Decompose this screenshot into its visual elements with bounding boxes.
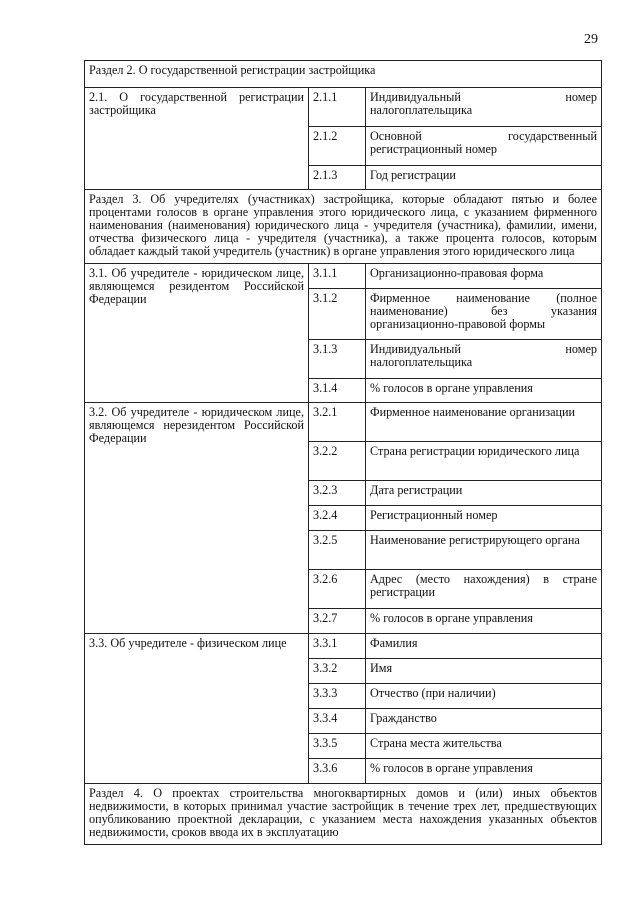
group-3-1-label: 3.1. Об учредителе - юридическом лице, являющемся резидентом Российской Федерации [85, 264, 309, 403]
section-header-row [85, 784, 602, 845]
field-code: 2.1.3 [309, 166, 366, 190]
group-3-2-label: 3.2. Об учредителе - юридическом лице, являющемся нерезидентом Российской Федерации [85, 403, 309, 634]
field-code: 3.2.1 [309, 403, 366, 442]
field-code: 3.3.4 [309, 709, 366, 734]
section-4-title: Раздел 4. О проектах строительства многоквартирных домов и (или) иных объектов недвижимости, в которых принимал участие застройщик в течение трех лет, предшествующих опубликованию проектной декларации, с указанием места нахождения указанных объектов недвижимости, сроков ввода их в эксплуатацию [85, 784, 602, 845]
field-code: 3.2.3 [309, 481, 366, 506]
field-label: Фирменное наименование (полное наименование) без указания организационно-правовой формы [366, 289, 602, 340]
field-label: Адрес (место нахождения) в стране регистрации [366, 570, 602, 609]
field-code: 3.1.3 [309, 340, 366, 379]
field-label: Наименование регистрирующего органа [366, 531, 602, 570]
field-label: Индивидуальный номер налогоплательщика [366, 340, 602, 379]
table-row [85, 403, 602, 442]
field-label: Индивидуальный номер налогоплательщика [366, 88, 602, 127]
field-code: 3.2.4 [309, 506, 366, 531]
group-3-3-label: 3.3. Об учредителе - физическом лице [85, 634, 309, 784]
field-code: 3.3.6 [309, 759, 366, 784]
field-code: 3.3.3 [309, 684, 366, 709]
table-row [85, 264, 602, 289]
field-code: 2.1.1 [309, 88, 366, 127]
field-code: 3.2.2 [309, 442, 366, 481]
page-number: 29 [584, 32, 598, 47]
field-code: 2.1.2 [309, 127, 366, 166]
field-code: 3.1.2 [309, 289, 366, 340]
group-2-1-label: 2.1. О государственной регистрации застройщика [85, 88, 309, 190]
field-label: % голосов в органе управления [366, 609, 602, 634]
field-label: Страна места жительства [366, 734, 602, 759]
field-code: 3.1.1 [309, 264, 366, 289]
section-header-row [85, 190, 602, 264]
field-label: Регистрационный номер [366, 506, 602, 531]
field-label: % голосов в органе управления [366, 759, 602, 784]
field-label: Страна регистрации юридического лица [366, 442, 602, 481]
field-label: % голосов в органе управления [366, 379, 602, 403]
field-label: Организационно-правовая форма [366, 264, 602, 289]
field-label: Отчество (при наличии) [366, 684, 602, 709]
field-label: Имя [366, 659, 602, 684]
section-3-title: Раздел 3. Об учредителях (участниках) застройщика, которые обладают пятью и более процентами голосов в органе управления этого юридического лица, с указанием фирменного наименования (наименования) юридического лица - учредителя (участника), фамилии, имени, отчества физического лица - учредителя (участника), а также процента голосов, которым обладает каждый такой учредитель (участник) в органе управления этого юридического лица [85, 190, 602, 264]
field-label: Фамилия [366, 634, 602, 659]
field-code: 3.3.5 [309, 734, 366, 759]
field-label: Гражданство [366, 709, 602, 734]
field-label: Основной государственный регистрационный номер [366, 127, 602, 166]
field-code: 3.2.5 [309, 531, 366, 570]
field-code: 3.2.7 [309, 609, 366, 634]
field-code: 3.1.4 [309, 379, 366, 403]
field-code: 3.2.6 [309, 570, 366, 609]
declaration-table [84, 60, 602, 845]
table-row [85, 634, 602, 659]
field-label: Год регистрации [366, 166, 602, 190]
section-header-row [85, 61, 602, 88]
field-code: 3.3.2 [309, 659, 366, 684]
field-label: Дата регистрации [366, 481, 602, 506]
field-code: 3.3.1 [309, 634, 366, 659]
table-row [85, 88, 602, 127]
field-label: Фирменное наименование организации [366, 403, 602, 442]
section-2-title: Раздел 2. О государственной регистрации застройщика [85, 61, 602, 88]
